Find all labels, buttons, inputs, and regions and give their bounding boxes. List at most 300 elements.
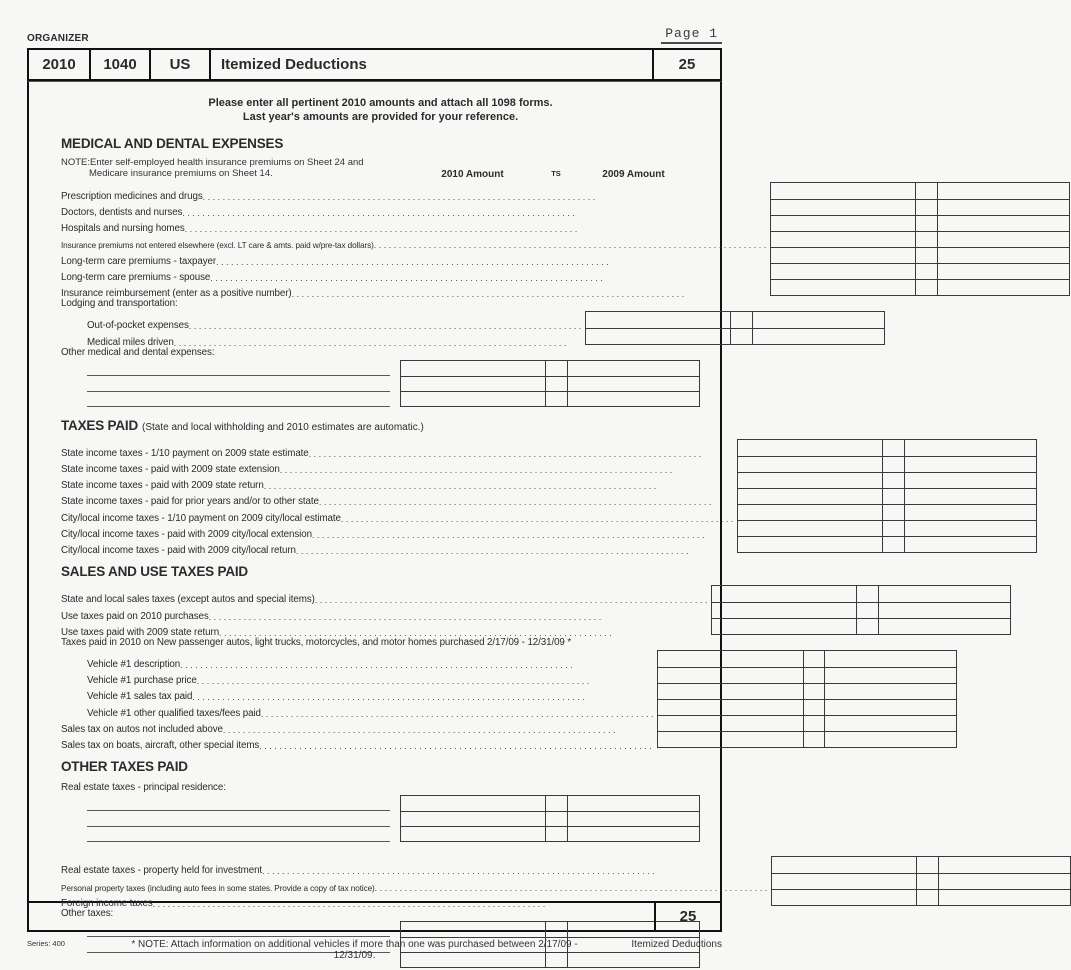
- amount-row: [401, 361, 699, 376]
- row-label: Hospitals and nursing homes: [61, 223, 185, 235]
- amount-box-group: [770, 182, 1070, 296]
- row-label: Foreign income taxes: [61, 898, 153, 910]
- amount-row: [401, 376, 699, 391]
- ts-code-input[interactable]: [882, 489, 904, 504]
- ts-code-input[interactable]: [882, 457, 904, 472]
- row-group-labels: [61, 650, 657, 752]
- section-sub-label: Real estate taxes - principal residence:: [61, 782, 226, 794]
- row-label: City/local income taxes - paid with 2009 city/local extension: [61, 529, 312, 541]
- amount-2009-value: [878, 619, 1010, 634]
- ts-code-input[interactable]: [915, 183, 937, 199]
- amount-column-headers: [400, 169, 700, 180]
- amount-2009-value: [937, 183, 1069, 199]
- row-label-area: [61, 605, 711, 622]
- amount-2009-value: [938, 857, 1070, 873]
- amount-row: [658, 699, 956, 715]
- amount-row: [738, 536, 1036, 552]
- amount-2009-value: [878, 586, 1010, 602]
- row-group-labels: [61, 311, 585, 349]
- ts-code-input[interactable]: [545, 361, 567, 376]
- amount-2009-value: [824, 716, 956, 731]
- organizer-label: ORGANIZER: [27, 33, 89, 44]
- ts-code-input[interactable]: [915, 232, 937, 247]
- amount-row: [738, 472, 1036, 488]
- amount-2010-input[interactable]: [586, 312, 730, 328]
- dot-leader: [296, 546, 734, 556]
- amount-2009-value: [567, 377, 699, 391]
- row-group-labels: [61, 585, 711, 639]
- row-label-area: [61, 622, 711, 639]
- dot-leader: [319, 497, 734, 507]
- amount-2009-value: [937, 216, 1069, 231]
- note-and-column-headers: [61, 157, 700, 181]
- amount-2009-value: [567, 392, 699, 406]
- amount-2009-value: [824, 668, 956, 683]
- amount-2010-input[interactable]: [401, 796, 545, 811]
- amount-2010-input[interactable]: [771, 183, 915, 199]
- amount-row: [772, 873, 1070, 889]
- dot-leader: [375, 883, 768, 893]
- dot-leader: [182, 208, 766, 218]
- writein-line[interactable]: [87, 392, 390, 408]
- dot-leader: [312, 530, 733, 540]
- footer-series: Series: 400: [27, 939, 65, 948]
- dot-leader: [315, 595, 708, 605]
- amount-box-group: [400, 360, 700, 407]
- dot-leader: [261, 709, 654, 719]
- section-sub-label: Other medical and dental expenses:: [61, 347, 215, 359]
- writein-lines: [61, 795, 400, 842]
- ts-code-input[interactable]: [730, 312, 752, 328]
- writein-line[interactable]: [87, 811, 390, 827]
- amount-2010-input[interactable]: [712, 603, 856, 618]
- amount-2010-input[interactable]: [658, 700, 802, 715]
- column-header-2009-amount: 2009 Amount: [602, 169, 665, 181]
- amount-row: [738, 520, 1036, 536]
- note-line-1: NOTE:Enter self-employed health insurance premiums on Sheet 24 and: [61, 156, 364, 168]
- amount-row: [658, 731, 956, 747]
- amount-2010-input[interactable]: [738, 505, 882, 520]
- amount-2009-value: [904, 505, 1036, 520]
- amount-row: [658, 683, 956, 699]
- amount-row: [738, 504, 1036, 520]
- section-sub-label: Lodging and transportation:: [61, 298, 178, 310]
- amount-2010-input[interactable]: [401, 827, 545, 841]
- ts-code-input[interactable]: [915, 280, 937, 295]
- row-label-area: [61, 653, 657, 669]
- row-group-wrap: [61, 311, 700, 349]
- dot-leader: [264, 481, 734, 491]
- writein-line[interactable]: [87, 376, 390, 392]
- page-number: Page 1: [661, 26, 722, 44]
- amount-2009-value: [938, 874, 1070, 889]
- row-label-area: [61, 218, 770, 234]
- row-group-wrap: [61, 439, 700, 557]
- ts-code-input[interactable]: [915, 200, 937, 215]
- ts-code-input[interactable]: [882, 521, 904, 536]
- row-group-wrap: [61, 585, 700, 639]
- section-title-row: [61, 563, 700, 581]
- amount-2009-value: [752, 329, 884, 344]
- ts-code-input[interactable]: [856, 619, 878, 634]
- amount-2009-value: [824, 684, 956, 699]
- form-title: Itemized Deductions: [211, 50, 654, 79]
- instructions: [61, 96, 700, 125]
- row-label-area: [61, 314, 585, 331]
- amount-row: [401, 391, 699, 406]
- row-label-area: [61, 202, 770, 218]
- amount-2010-input[interactable]: [658, 651, 802, 667]
- amount-row: [738, 488, 1036, 504]
- ts-code-input[interactable]: [856, 603, 878, 618]
- amount-row: [771, 231, 1069, 247]
- ts-code-input[interactable]: [882, 473, 904, 488]
- amount-2010-input[interactable]: [712, 619, 856, 634]
- dot-leader: [216, 257, 766, 267]
- form-country: US: [151, 50, 211, 79]
- dot-leader: [374, 240, 767, 250]
- writein-group-wrap: [61, 360, 700, 407]
- amount-2010-input[interactable]: [401, 392, 545, 406]
- amount-2009-value: [824, 700, 956, 715]
- row-label-area: [61, 250, 770, 266]
- amount-2010-input[interactable]: [772, 857, 916, 873]
- amount-2009-value: [904, 537, 1036, 552]
- amount-box-group: [771, 856, 1071, 906]
- row-label-area: [61, 719, 657, 735]
- ts-code-input[interactable]: [545, 812, 567, 826]
- row-label-area: [61, 702, 657, 718]
- spacer: [61, 842, 700, 856]
- amount-row: [401, 796, 699, 811]
- row-label-area: [61, 540, 737, 556]
- ts-code-input[interactable]: [545, 827, 567, 841]
- amount-row: [771, 247, 1069, 263]
- row-label-area: [61, 524, 737, 540]
- row-label: Personal property taxes (including auto fees in some states. Provide a copy of tax notice): [61, 883, 375, 893]
- ts-code-input[interactable]: [915, 248, 937, 263]
- writein-line[interactable]: [87, 360, 390, 376]
- row-label-area: [61, 670, 657, 686]
- amount-2009-value: [938, 890, 1070, 905]
- row-group-wrap: [61, 182, 700, 300]
- ts-code-input[interactable]: [916, 890, 938, 905]
- ts-code-input[interactable]: [730, 329, 752, 344]
- amount-2010-input[interactable]: [401, 377, 545, 391]
- ts-code-input[interactable]: [856, 586, 878, 602]
- amount-row: [712, 586, 1010, 602]
- writein-group-wrap: [61, 795, 700, 842]
- row-label: Real estate taxes - property held for investment: [61, 865, 263, 877]
- row-label: Vehicle #1 purchase price: [87, 675, 197, 686]
- row-label: Vehicle #1 sales tax paid: [87, 691, 193, 703]
- footer-sheet-number: 25: [654, 903, 720, 930]
- amount-row: [738, 456, 1036, 472]
- row-label: Insurance reimbursement (enter as a positive number): [61, 288, 292, 300]
- amount-2010-input[interactable]: [401, 812, 545, 826]
- row-label: Vehicle #1 description: [87, 658, 181, 670]
- amount-row: [586, 328, 884, 344]
- amount-row: [712, 618, 1010, 634]
- amount-2009-value: [904, 440, 1036, 456]
- dot-leader: [309, 449, 734, 459]
- dot-leader: [180, 660, 653, 670]
- row-label: City/local income taxes - paid with 2009 city/local return: [61, 545, 296, 557]
- section-subtitle: (State and local withholding and 2010 estimates are automatic.): [142, 422, 424, 434]
- section-other-taxes-paid: [61, 758, 700, 968]
- section-taxes-paid: [61, 417, 700, 557]
- ts-code-input[interactable]: [882, 505, 904, 520]
- row-label: Out-of-pocket expenses: [87, 320, 189, 332]
- row-label: Use taxes paid with 2009 state return: [61, 627, 220, 639]
- row-label: Sales tax on boats, aircraft, other special items: [61, 740, 260, 752]
- dot-leader: [197, 676, 654, 686]
- dot-leader: [189, 321, 582, 331]
- amount-2010-input[interactable]: [771, 216, 915, 231]
- section-title: TAXES PAID: [61, 418, 139, 434]
- writein-line[interactable]: [87, 795, 390, 811]
- row-label: State and local sales taxes (except autos and special items): [61, 594, 315, 606]
- writein-row: [61, 795, 400, 811]
- form-number: 1040: [91, 50, 151, 79]
- amount-box-group: [400, 795, 700, 842]
- ts-code-input[interactable]: [545, 796, 567, 811]
- footer-note: * NOTE: Attach information on additional vehicles if more than one was purchased between 2/17/09 - 12/31/09.: [131, 939, 578, 961]
- ts-code-input[interactable]: [545, 377, 567, 391]
- amount-2009-value: [752, 312, 884, 328]
- amount-2009-value: [904, 473, 1036, 488]
- amount-2010-input[interactable]: [658, 668, 802, 683]
- row-label-area: [61, 686, 657, 702]
- ts-code-input[interactable]: [803, 716, 825, 731]
- row-label: State income taxes - 1/10 payment on 2009 state estimate: [61, 447, 309, 459]
- amount-2009-value: [904, 489, 1036, 504]
- amount-2009-value: [937, 232, 1069, 247]
- amount-2009-value: [937, 264, 1069, 279]
- row-label-area: [61, 491, 737, 507]
- row-group-wrap: [61, 856, 700, 910]
- form-sheet-number: 25: [678, 56, 696, 73]
- dot-leader: [280, 465, 734, 475]
- amount-2010-input[interactable]: [712, 586, 856, 602]
- amount-row: [712, 602, 1010, 618]
- amount-2010-input[interactable]: [401, 361, 545, 376]
- section-medical-and-dental-expenses: [61, 135, 700, 408]
- amount-2010-input[interactable]: [658, 684, 802, 699]
- instruction-line-1: Please enter all pertinent 2010 amounts and attach all 1098 forms.: [208, 97, 553, 109]
- amount-2010-input[interactable]: [771, 232, 915, 247]
- dot-leader: [209, 612, 708, 622]
- row-label-area: [61, 735, 657, 751]
- amount-2010-input[interactable]: [658, 732, 802, 747]
- writein-row: [61, 376, 400, 392]
- ts-code-input[interactable]: [803, 700, 825, 715]
- section-title-row: [61, 417, 700, 435]
- amount-2010-input[interactable]: [586, 329, 730, 344]
- amount-row: [658, 667, 956, 683]
- row-label-area: [61, 185, 770, 201]
- writein-line[interactable]: [87, 827, 390, 843]
- amount-2010-input[interactable]: [738, 440, 882, 456]
- row-label-area: [61, 588, 711, 605]
- instruction-line-2: Last year's amounts are provided for your reference.: [242, 111, 519, 124]
- dot-leader: [185, 224, 767, 234]
- amount-2009-value: [824, 732, 956, 747]
- amount-row: [771, 199, 1069, 215]
- amount-2009-value: [937, 248, 1069, 263]
- amount-2009-value: [567, 827, 699, 841]
- section-title: MEDICAL AND DENTAL EXPENSES: [61, 135, 284, 151]
- row-label: Prescription medicines and drugs: [61, 190, 203, 202]
- amount-box-group: [585, 311, 885, 345]
- amount-row: [401, 811, 699, 826]
- amount-2010-input[interactable]: [738, 457, 882, 472]
- row-label: Sales tax on autos not included above: [61, 723, 223, 735]
- section-sales-and-use-taxes-paid: [61, 563, 700, 752]
- amount-row: [771, 279, 1069, 295]
- sections: [61, 135, 700, 969]
- amount-2010-input[interactable]: [771, 280, 915, 295]
- section-title: SALES AND USE TAXES PAID: [61, 564, 248, 580]
- row-label: City/local income taxes - 1/10 payment on 2009 city/local estimate: [61, 512, 341, 524]
- row-label-area: [61, 234, 770, 250]
- row-label-area: [61, 442, 737, 458]
- row-group-labels: [61, 439, 737, 557]
- amount-row: [772, 889, 1070, 905]
- ts-code-input[interactable]: [882, 537, 904, 552]
- row-label-area: [61, 507, 737, 523]
- amount-row: [401, 826, 699, 841]
- amount-box-group: [737, 439, 1037, 553]
- ts-code-input[interactable]: [803, 651, 825, 667]
- ts-code-input[interactable]: [915, 264, 937, 279]
- row-label: Vehicle #1 other qualified taxes/fees paid: [87, 707, 261, 719]
- ts-code-input[interactable]: [915, 216, 937, 231]
- writein-lines: [61, 360, 400, 407]
- dot-leader: [210, 273, 766, 283]
- top-strip: [27, 26, 722, 44]
- amount-2010-input[interactable]: [738, 537, 882, 552]
- row-label-area: [61, 876, 771, 893]
- column-header-ts: TS: [551, 169, 561, 179]
- column-header-2010-amount: 2010 Amount: [441, 169, 504, 181]
- form-header-bar: [27, 48, 722, 81]
- row-label: State income taxes - paid with 2009 state extension: [61, 463, 280, 475]
- amount-row: [771, 263, 1069, 279]
- amount-2009-value: [937, 280, 1069, 295]
- ts-code-input[interactable]: [803, 732, 825, 747]
- amount-2010-input[interactable]: [738, 489, 882, 504]
- amount-2010-input[interactable]: [658, 716, 802, 731]
- ts-code-input[interactable]: [882, 440, 904, 456]
- amount-row: [586, 312, 884, 328]
- row-label: Use taxes paid on 2010 purchases: [61, 610, 209, 622]
- section-title-row: [61, 135, 700, 153]
- ts-code-input[interactable]: [803, 684, 825, 699]
- dot-leader: [174, 338, 582, 348]
- dot-leader: [153, 899, 768, 909]
- row-label: Long-term care premiums - spouse: [61, 272, 211, 284]
- row-label-area: [61, 859, 771, 876]
- ts-code-input[interactable]: [545, 392, 567, 406]
- amount-row: [772, 857, 1070, 873]
- dot-leader: [341, 514, 734, 524]
- amount-2010-input[interactable]: [771, 248, 915, 263]
- row-label: State income taxes - paid with 2009 state return: [61, 480, 264, 492]
- amount-row: [771, 183, 1069, 199]
- row-label: Long-term care premiums - taxpayer: [61, 255, 217, 267]
- amount-2010-input[interactable]: [738, 521, 882, 536]
- dot-leader: [192, 692, 653, 702]
- amount-2009-value: [567, 361, 699, 376]
- amount-row: [771, 215, 1069, 231]
- amount-2010-input[interactable]: [772, 890, 916, 905]
- row-label: Insurance premiums not entered elsewhere (excl. LT care & amts. paid w/pre-tax dollars): [61, 241, 374, 251]
- row-label-area: [61, 893, 771, 910]
- amount-2009-value: [937, 200, 1069, 215]
- amount-row: [658, 715, 956, 731]
- section-title: OTHER TAXES PAID: [61, 759, 188, 775]
- row-label-area: [61, 475, 737, 491]
- row-label-area: [61, 459, 737, 475]
- section-sub-label: Taxes paid in 2010 on New passenger autos, light trucks, motorcycles, and motor homes purchased 2/17/09 - 12/31/09 *: [61, 637, 572, 649]
- row-group-wrap: [61, 650, 700, 752]
- amount-row: [738, 440, 1036, 456]
- organizer-sheet: [27, 26, 722, 961]
- amount-2009-value: [904, 521, 1036, 536]
- amount-2009-value: [824, 651, 956, 667]
- section-note: [61, 157, 400, 181]
- dot-leader: [292, 289, 767, 299]
- amount-2009-value: [878, 603, 1010, 618]
- amount-2010-input[interactable]: [771, 200, 915, 215]
- row-label-area: [61, 331, 585, 348]
- row-label: Medical miles driven: [87, 337, 174, 349]
- row-label: Doctors, dentists and nurses: [61, 206, 183, 218]
- amount-box-group: [657, 650, 957, 748]
- dot-leader: [223, 725, 654, 735]
- ts-code-input[interactable]: [916, 857, 938, 873]
- dot-leader: [219, 628, 707, 638]
- writein-row: [61, 811, 400, 827]
- amount-2010-input[interactable]: [738, 473, 882, 488]
- amount-2009-value: [567, 796, 699, 811]
- form-year: 2010: [29, 50, 91, 79]
- ts-code-input[interactable]: [803, 668, 825, 683]
- amount-2010-input[interactable]: [771, 264, 915, 279]
- row-label-area: [61, 283, 770, 299]
- writein-row: [61, 360, 400, 376]
- ts-code-input[interactable]: [916, 874, 938, 889]
- dot-leader: [262, 866, 767, 876]
- row-group-labels: [61, 856, 771, 910]
- amount-2009-value: [567, 812, 699, 826]
- row-group-labels: [61, 182, 770, 300]
- row-label: State income taxes - paid for prior years and/or to other state: [61, 496, 319, 508]
- writein-row: [61, 392, 400, 408]
- row-label-area: [61, 267, 770, 283]
- amount-2009-value: [904, 457, 1036, 472]
- dot-leader: [203, 192, 767, 202]
- section-title-row: [61, 758, 700, 776]
- note-line-2: Medicare insurance premiums on Sheet 14.: [89, 168, 273, 180]
- amount-box-group: [711, 585, 1011, 635]
- footer-title: Itemized Deductions: [631, 939, 722, 950]
- amount-row: [658, 651, 956, 667]
- dot-leader: [259, 741, 653, 751]
- amount-2010-input[interactable]: [772, 874, 916, 889]
- section-sub-label: Other taxes:: [61, 908, 114, 920]
